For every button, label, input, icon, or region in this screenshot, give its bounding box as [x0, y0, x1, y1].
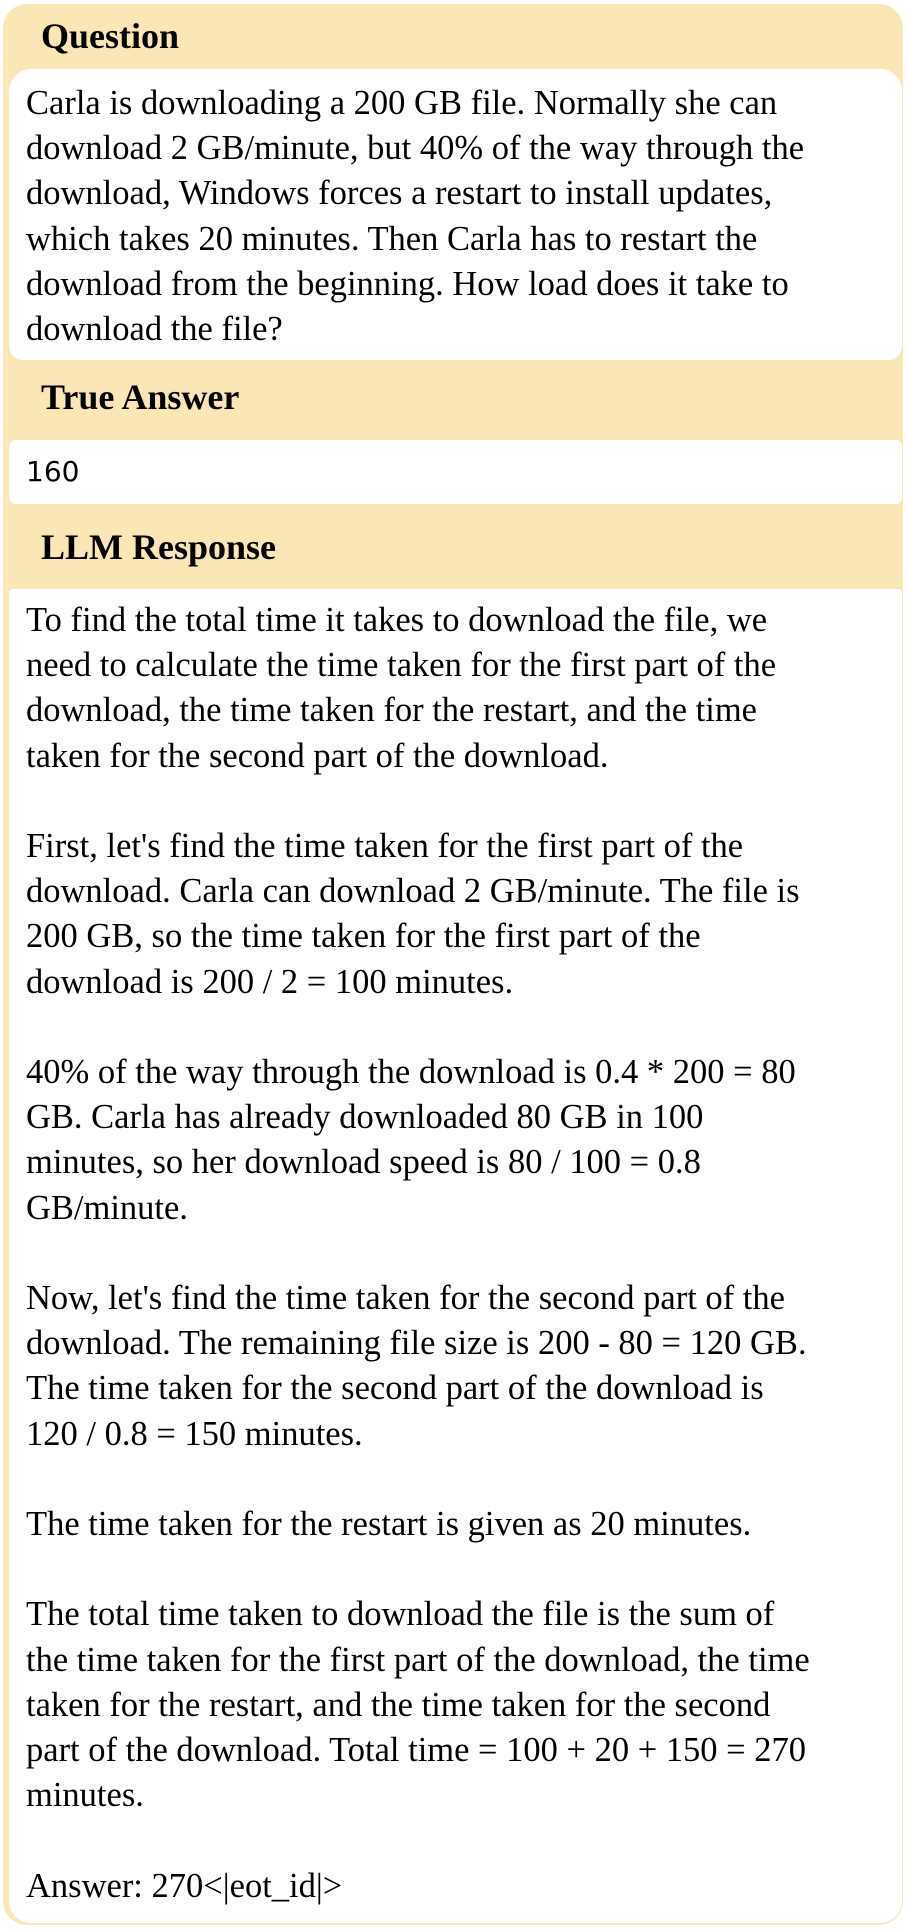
response-line: 40% of the way through the download is 0.4 * 200 = 80	[26, 1053, 796, 1091]
response-line: 120 / 0.8 = 150 minutes.	[26, 1414, 363, 1453]
response-line: taken for the second part of the download.	[26, 736, 609, 775]
true-answer-header: True Answer	[41, 377, 240, 417]
llm-response-panel	[9, 589, 902, 1923]
question-line: which takes 20 minutes. Then Carla has to restart the	[26, 219, 758, 258]
response-line: The time taken for the second part of the download is	[26, 1369, 764, 1408]
true-answer-panel	[9, 440, 902, 504]
question-line: download, Windows forces a restart to install updates,	[26, 174, 773, 213]
response-line: The total time taken to download the file is the sum of	[26, 1595, 775, 1634]
qa-card	[3, 4, 903, 1925]
response-line: part of the download. Total time = 100 + 20 + 150 = 270	[26, 1731, 807, 1769]
response-line: minutes, so her download speed is 80 / 100 = 0.8	[26, 1143, 701, 1182]
response-line: need to calculate the time taken for the first part of the	[26, 646, 777, 685]
response-line: The time taken for the restart is given as 20 minutes.	[26, 1505, 752, 1543]
response-line: Now, let's find the time taken for the second part of the	[26, 1279, 785, 1317]
paragraph-gap	[26, 1231, 892, 1276]
paragraph-gap	[26, 1457, 892, 1502]
paragraph-gap	[26, 779, 892, 824]
question-header: Question	[41, 16, 180, 56]
question-line: Carla is downloading a 200 GB file. Normally she can	[26, 84, 778, 122]
response-line: GB/minute.	[26, 1188, 188, 1227]
llm-response-header: LLM Response	[41, 527, 277, 567]
question-line: download from the beginning. How load does it take to	[26, 264, 789, 303]
true-answer-value: 160	[26, 455, 80, 488]
response-line: Answer: 270<|eot_id|>	[26, 1866, 343, 1905]
question-text	[9, 69, 902, 352]
response-line: taken for the restart, and the time taken for the second	[26, 1685, 771, 1724]
response-line: download is 200 / 2 = 100 minutes.	[26, 962, 514, 1001]
question-panel	[9, 69, 902, 360]
response-line: the time taken for the first part of the download, the time	[26, 1640, 810, 1679]
paragraph-gap	[26, 1005, 892, 1050]
response-line: minutes.	[26, 1776, 144, 1815]
llm-response-text	[9, 589, 902, 1909]
question-line: download 2 GB/minute, but 40% of the way through the	[26, 129, 805, 168]
response-line: 200 GB, so the time taken for the first part of the	[26, 917, 701, 956]
response-line: download. Carla can download 2 GB/minute. The file is	[26, 872, 800, 911]
response-line: First, let's find the time taken for the first part of the	[26, 827, 744, 865]
paragraph-gap	[26, 1818, 892, 1863]
response-line: To find the total time it takes to download the file, we	[26, 601, 768, 639]
response-line: download, the time taken for the restart, and the time	[26, 691, 757, 730]
response-line: download. The remaining file size is 200 - 80 = 120 GB.	[26, 1324, 807, 1363]
response-line: GB. Carla has already downloaded 80 GB in 100	[26, 1098, 704, 1137]
paragraph-gap	[26, 1547, 892, 1592]
question-line: download the file?	[26, 310, 283, 349]
